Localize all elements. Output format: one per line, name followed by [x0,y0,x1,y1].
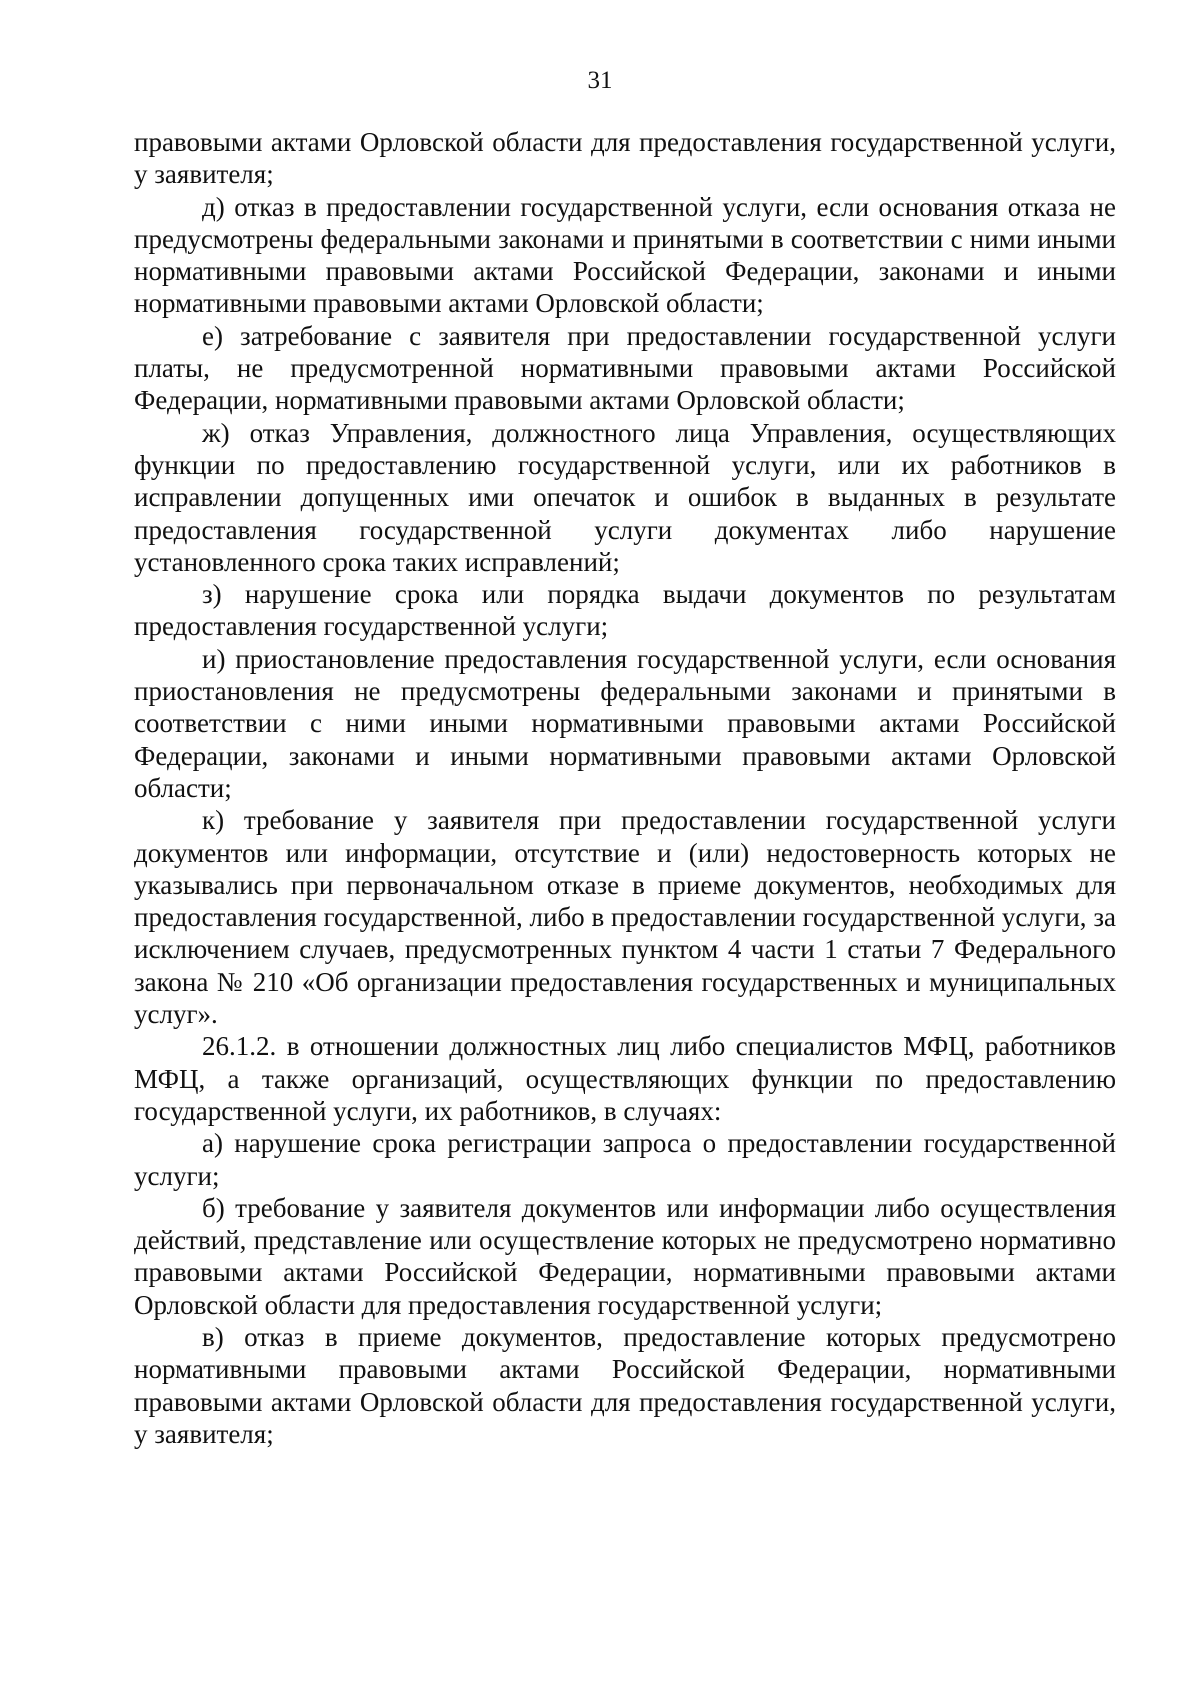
paragraph-continuation: правовыми актами Орловской области для предоставления государственной услуги, у заявителя; [134,127,1116,190]
paragraph-item-zh: ж) отказ Управления, должностного лица Управления, осуществляющих функции по предоставлению государственной услуги, или их работников в исправлении допущенных ими опечаток и ошибок в выданных в результате предоставления государственной услуги документах либо нарушение установленного срока таких исправлений; [134,417,1116,577]
paragraph-item-a: а) нарушение срока регистрации запроса о предоставлении государственной услуги; [134,1128,1116,1191]
paragraph-item-d: д) отказ в предоставлении государственной услуги, если основания отказа не предусмотрены федеральными законами и принятыми в соответствии с ними иными нормативными правовыми актами Российской Федерации, законами и иными нормативными правовыми актами Орловской области; [134,191,1116,319]
paragraph-item-v: в) отказ в приеме документов, предоставление которых предусмотрено нормативными правовыми актами Российской Федерации, нормативными правовыми актами Орловской области для предоставления государственной услуги, у заявителя; [134,1321,1116,1449]
paragraph-item-k: к) требование у заявителя при предоставлении государственной услуги документов или информации, отсутствие и (или) недостоверность которых не указывались при первоначальном отказе в приеме документов, необходимых для предоставления государственной, либо в предоставлении государственной услуги, за исключением случаев, предусмотренных пунктом 4 части 1 статьи 7 Федерального закона № 210 «Об организации предоставления государственных и муниципальных услуг». [134,805,1116,1030]
paragraph-item-i: и) приостановление предоставления государственной услуги, если основания приостановления не предусмотрены федеральными законами и принятыми в соответствии с ними иными нормативными правовыми актами Российской Федерации, законами и иными нормативными правовыми актами Орловской области; [134,643,1116,803]
paragraph-item-b: б) требование у заявителя документов или информации либо осуществления действий, представление или осуществление которых не предусмотрено нормативно правовыми актами Российской Федерации, нормативными правовыми актами Орловской области для предоставления государственной услуги; [134,1192,1116,1320]
page-number: 31 [587,67,613,94]
document-body [134,126,1116,1450]
paragraph-section-26-1-2: 26.1.2. в отношении должностных лиц либо специалистов МФЦ, работников МФЦ, а также организаций, осуществляющих функции по предоставлению государственной услуги, их работников, в случаях: [134,1031,1116,1126]
paragraph-item-e: е) затребование с заявителя при предоставлении государственной услуги платы, не предусмотренной нормативными правовыми актами Российской Федерации, нормативными правовыми актами Орловской области; [134,320,1116,416]
paragraph-item-z: з) нарушение срока или порядка выдачи документов по результатам предоставления государственной услуги; [134,579,1116,642]
